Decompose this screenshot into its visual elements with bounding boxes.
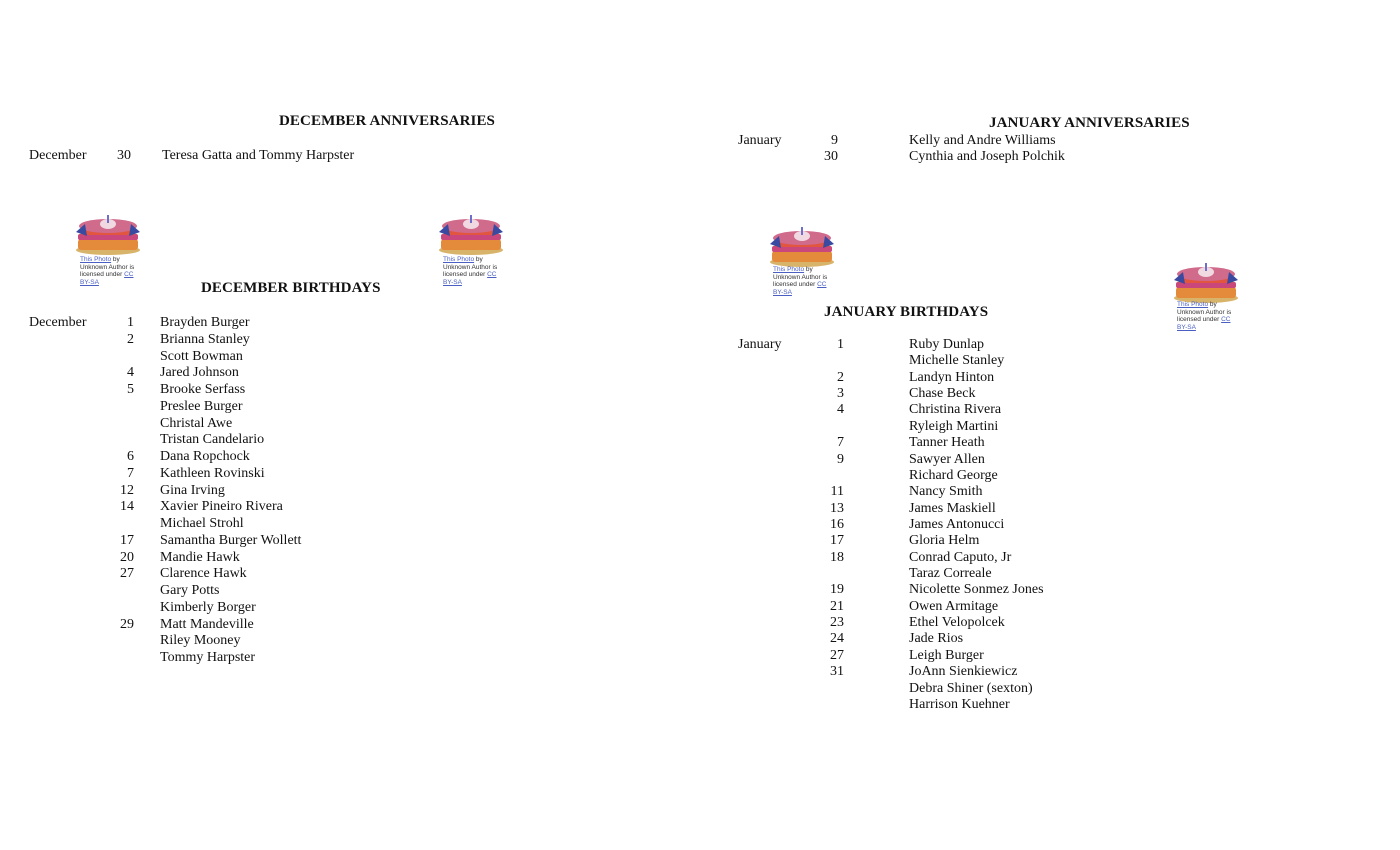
- birthday-day: 23: [830, 615, 844, 631]
- birthday-day: 7: [837, 435, 844, 451]
- birthday-name: James Antonucci: [909, 516, 1005, 532]
- jan-anniv-names: Kelly and Andre Williams: [909, 133, 1056, 148]
- birthday-name: Jade Rios: [909, 631, 964, 647]
- birthday-day: 17: [120, 532, 134, 548]
- birthday-day: 27: [120, 566, 134, 582]
- credit-text: by Unknown Author is licensed under: [1177, 301, 1232, 323]
- credit-text: by Unknown Author is licensed under: [80, 256, 135, 278]
- birthday-name: Brayden Burger: [160, 315, 250, 330]
- birthday-name: JoAnn Sienkiewicz: [909, 664, 1018, 680]
- birthday-day: 31: [830, 664, 844, 680]
- birthday-name: Ethel Velopolcek: [909, 615, 1005, 631]
- dec-anniv-day: 30: [117, 148, 131, 163]
- birthday-name: Xavier Pineiro Rivera: [160, 499, 283, 515]
- birthday-name: Harrison Kuehner: [909, 696, 1010, 712]
- birthday-day: 1: [837, 337, 844, 352]
- birthday-day: 9: [837, 451, 844, 467]
- birthday-name: Leigh Burger: [909, 647, 984, 663]
- birthday-name: Landyn Hinton: [909, 369, 995, 385]
- birthday-name: James Maskiell: [909, 500, 996, 516]
- birthday-name: Samantha Burger Wollett: [160, 532, 302, 548]
- license-link[interactable]: CC BY-SA: [773, 281, 827, 296]
- birthday-name: Ryleigh Martini: [909, 418, 999, 434]
- dec-bday-title: DECEMBER BIRTHDAYS: [201, 280, 381, 296]
- birthday-day: 6: [127, 449, 134, 464]
- birthday-name: Tristan Candelario: [160, 432, 265, 448]
- dec-anniv-names: Teresa Gatta and Tommy Harpster: [162, 148, 355, 163]
- birthday-day: 4: [837, 402, 844, 418]
- jan-anniv-title: JANUARY ANNIVERSARIES: [989, 115, 1190, 131]
- image-credit: [443, 256, 505, 286]
- birthday-day: 2: [127, 331, 134, 347]
- birthday-name: Michael Strohl: [160, 516, 244, 531]
- birthday-day: 14: [120, 499, 134, 515]
- birthday-name: Matt Mandeville: [160, 616, 254, 632]
- birthday-day: 13: [830, 500, 844, 516]
- birthday-day: 12: [120, 482, 134, 498]
- birthday-name: Dana Ropchock: [160, 449, 250, 464]
- birthday-name: Gina Irving: [160, 482, 225, 498]
- birthday-name: Conrad Caputo, Jr: [909, 549, 1012, 565]
- birthday-day: 16: [830, 516, 844, 532]
- birthday-day: 5: [127, 382, 134, 397]
- birthday-name: Chase Beck: [909, 386, 976, 402]
- dec-bday-month: December: [29, 315, 87, 330]
- license-link[interactable]: CC BY-SA: [1177, 316, 1231, 331]
- birthday-day: 21: [830, 598, 844, 614]
- birthday-name: Tommy Harpster: [160, 650, 256, 665]
- jan-anniv-day: 9: [831, 133, 838, 148]
- birthday-day: 19: [830, 582, 844, 598]
- birthday-day: 11: [830, 484, 844, 500]
- license-link[interactable]: CC BY-SA: [80, 271, 134, 286]
- birthday-day: 20: [120, 549, 134, 565]
- birthday-name: Michelle Stanley: [909, 353, 1005, 369]
- photo-link[interactable]: This Photo: [80, 256, 112, 263]
- birthday-day: 27: [830, 647, 844, 663]
- birthday-name: Tanner Heath: [909, 435, 985, 451]
- birthday-day: 17: [830, 533, 844, 549]
- birthday-name: Preslee Burger: [160, 398, 243, 414]
- license-link[interactable]: CC BY-SA: [443, 271, 497, 286]
- birthday-day: 4: [127, 365, 134, 381]
- jan-anniv-names: Cynthia and Joseph Polchik: [909, 149, 1065, 164]
- birthday-name: Christal Awe: [160, 415, 233, 431]
- birthday-name: Kathleen Rovinski: [160, 465, 265, 481]
- jan-bday-title: JANUARY BIRTHDAYS: [824, 304, 989, 320]
- birthday-name: Nancy Smith: [909, 484, 983, 500]
- birthday-name: Richard George: [909, 467, 998, 483]
- birthday-name: Ruby Dunlap: [909, 337, 985, 352]
- birthday-name: Kimberly Borger: [160, 599, 256, 615]
- birthday-day: 18: [830, 549, 844, 565]
- photo-link[interactable]: This Photo: [1177, 301, 1209, 308]
- birthday-name: Christina Rivera: [909, 402, 1002, 418]
- birthday-day: 2: [837, 369, 844, 385]
- birthday-name: Brooke Serfass: [160, 382, 246, 397]
- photo-link[interactable]: This Photo: [773, 266, 805, 273]
- birthday-day: 7: [127, 465, 134, 481]
- birthday-day: 1: [127, 315, 134, 330]
- birthday-day: 29: [120, 616, 134, 632]
- image-credit: [1177, 301, 1239, 331]
- birthday-day: 3: [837, 386, 844, 402]
- birthday-day: 24: [830, 631, 844, 647]
- birthday-name: Riley Mooney: [160, 633, 241, 649]
- birthday-name: Brianna Stanley: [160, 331, 250, 347]
- dec-anniv-title: DECEMBER ANNIVERSARIES: [279, 113, 495, 129]
- photo-link[interactable]: This Photo: [443, 256, 475, 263]
- birthday-name: Taraz Correale: [909, 566, 992, 582]
- birthday-name: Gary Potts: [160, 583, 220, 598]
- dec-anniv-month: December: [29, 148, 87, 163]
- birthday-name: Jared Johnson: [160, 365, 239, 381]
- jan-anniv-day: 30: [824, 149, 838, 164]
- jan-anniv-month: January: [738, 133, 782, 148]
- birthday-name: Sawyer Allen: [909, 451, 985, 467]
- jan-bday-month: January: [738, 337, 782, 352]
- birthday-name: Mandie Hawk: [160, 549, 240, 565]
- image-credit: [80, 256, 142, 286]
- credit-text: by Unknown Author is licensed under: [773, 266, 828, 288]
- birthday-name: Nicolette Sonmez Jones: [909, 582, 1044, 598]
- birthday-name: Clarence Hawk: [160, 566, 247, 582]
- birthday-name: Owen Armitage: [909, 598, 999, 614]
- birthday-name: Gloria Helm: [909, 533, 980, 549]
- birthday-name: Scott Bowman: [160, 348, 243, 364]
- image-credit: [773, 266, 835, 296]
- credit-text: by Unknown Author is licensed under: [443, 256, 498, 278]
- birthday-name: Debra Shiner (sexton): [909, 680, 1033, 696]
